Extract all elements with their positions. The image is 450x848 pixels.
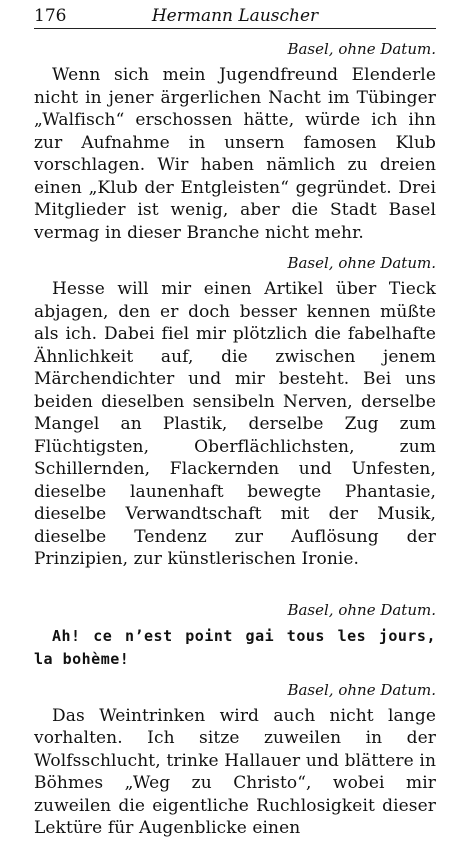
section-gap [34,579,436,599]
dateline: Basel, ohne Datum. [287,40,436,58]
dateline: Basel, ohne Datum. [287,600,436,619]
letter-paragraph: Wenn sich mein Jugendfreund Elenderle nicht in jener ärgerlichen Nacht im Tübinger „Walfisch“ erschossen hätte, würde ich ihn zur Aufnahme in unsern famosen Klub vorschlagen. Wir haben nämlich zu dreien einen „Klub der Entgleisten“ gegründet. Drei Mitglieder ist wenig, aber die Stadt Basel vermag in dieser Branche nicht mehr. [34,65,436,243]
page-number: 176 [34,6,67,26]
dateline: Basel, ohne Datum. [287,680,436,699]
letter-paragraph: Hesse will mir einen Artikel über Tieck abjagen, den er doch besser kennen müßte als ich. Dabei fiel mir plötzlich die fabelhafte Ähnlichkeit auf, die zwischen jenem Märchendichter und mir besteht. Bei uns beiden dieselben sensibeln Nerven, derselbe Mangel an Plastik, derselbe Zug zum Flüchtigsten, Oberflächlichsten, zum Schillernden, Flackernden und Unfesten, dieselbe launenhaft bewegte Phantasie, dieselbe Verwandtschaft mit der Musik, dieselbe Tendenz zur Auflösung der Prinzipien, zur künstlerischen Ironie. [34,279,436,569]
letter-paragraph: Das Weintrinken wird auch nicht lange vorhalten. Ich sitze zuweilen in der Wolfsschlucht, trinke Hallauer und blättere in Böhmes „Weg zu Christo“, wobei mir zuweilen die eigentliche Ruchlosigkeit dieser Lektüre für Augenblicke einen [34,705,436,838]
running-head: Hermann Lauscher [151,6,319,26]
dateline: Basel, ohne Datum. [287,254,436,272]
page-header [34,6,436,29]
letter-paragraph-french: Ah! ce n’est point gai tous les jours, la bohème! [34,626,436,668]
page-body [34,38,436,848]
